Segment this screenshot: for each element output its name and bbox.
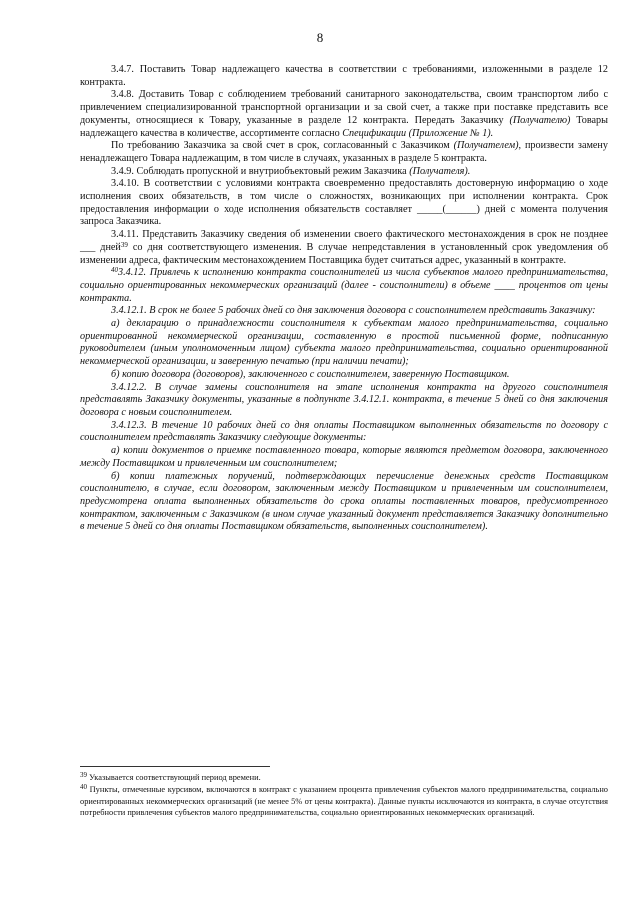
clause-3-4-11: 3.4.11. Представить Заказчику сведения об изменении своего фактического местонахождения в срок не позднее ___ дней$^{39}$ со дня соответствующего изменения. В случае непредставления в установленный срок уведомления об изменении адреса, фактическим местонахождением Поставщика будет считаться адрес, указанный в контракте. [80,229,609,266]
footnote-39: $^{39}$ Указывается соответствующий период времени. [80,771,261,782]
clause-3-4-12-1: 3.4.12.1. В срок не более 5 рабочих дней со дня заключения договора с соисполнителем представить Заказчику: [111,305,596,317]
clause-3-4-12: $^{40}$3.4.12. Привлечь к исполнению контракта соисполнителей из числа субъектов малого предпринимательства, социально ориентированных некоммерческих организаций (далее - соисполнители) в объеме ____ процентов от цены контракта. [80,266,608,304]
clause-3-4-12-2: 3.4.12.2. В случае замены соисполнителя на этапе исполнения контракта на другого соисполнителя представлять Заказчику документы, указанные в подпункте 3.4.12.1. контракта, в течение 5 дней со дня заключения договора с новым соисполнителем. [80,381,608,418]
clause-3-4-10: 3.4.10. В соответствии с условиями контракта своевременно предоставлять достоверную информацию о ходе исполнения своих обязательств, в том числе о сложностях, возникающих при исполнении контракта. Срок предоставления информации о ходе исполнения обязательств составляет _____(______) дней с момента получения запроса Заказчика. [80,178,608,228]
footnote-ref-39: 39 [120,240,128,249]
clause-3-4-7: 3.4.7. Поставить Товар надлежащего качества в соответствии с требованиями, изложенными в разделе 12 контракта. [80,64,608,88]
contract-body [80,64,608,534]
clause-3-4-8: 3.4.8. Доставить Товар с соблюдением требований санитарного законодательства, своим транспортом либо с привлечением специализированной транспортной организации и за свой счет, а также при поставке представить все документы, относящиеся к Товару, указанные в разделе 12 контракта. Передать Заказчику (Получателю) Товары надлежащего качества в количестве, ассортименте согласно Спецификации (Приложение № 1). [80,89,608,139]
footnote-ref-40: 40 [111,266,118,275]
replacement-clause: По требованию Заказчика за свой счет в срок, согласованный с Заказчиком (Получателем), произвести замену ненадлежащего Товара надлежащим, в том числе в случаях, указанных в разделе 5 контракта. [80,140,608,164]
subitem-a-acceptance-docs: а) копии документов о приемке поставленного товара, которые являются предметом договора, заключенного между Поставщиком и привлеченным им соисполнителем; [80,445,608,469]
subitem-a-declaration: а) декларацию о принадлежности соисполнителя к субъектам малого предпринимательства, социально ориентированной некоммерческой организации, составленную в простой письменной форме, подписанную руководителем (иным уполномоченным лицом) субъекта малого предпринимательства, социально ориентированной некоммерческой организации, и заверенную печатью (при наличии печати); [80,318,608,368]
page-number: 8 [316,30,324,45]
clause-3-4-9: 3.4.9. Соблюдать пропускной и внутриобъектовый режим Заказчика (Получателя). [111,165,471,177]
footnotes [80,772,608,819]
clause-3-4-12-3: 3.4.12.3. В течение 10 рабочих дней со дня оплаты Поставщиком выполненных обязательств по договору с соисполнителем представлять Заказчику следующие документы: [80,419,608,444]
footnote-40: $^{40}$ Пункты, отмеченные курсивом, включаются в контракт с указанием процента привлечения субъектов малого предпринимательства, социально ориентированных некоммерческих организаций (не менее 5% от цены контракта). Данные пункты исключаются из контракта, в случае отсутствия потребности привлечения субъектов малого предпринимательства, социально ориентированных некоммерческих организаций. [80,782,608,818]
subitem-b-contract-copy: б) копию договора (договоров), заключенного с соисполнителем, заверенную Поставщиком. [111,368,510,380]
subitem-b-payment-orders: б) копии платежных поручений, подтверждающих перечисление денежных средств Поставщиком соисполнителю, в случае, если договором, заключенным между Поставщиком и привлеченным им соисполнителем, предусмотрена оплата выполненных обязательств до срока оплаты поставленных товаров, предусмотренного контрактом, заключенным с Заказчиком (в ином случае указанный документ представляется Заказчику дополнительно в течение 5 дней со дня оплаты Поставщиком обязательств, выполненных соисполнителем). [80,470,608,533]
footnote-divider [80,766,270,767]
